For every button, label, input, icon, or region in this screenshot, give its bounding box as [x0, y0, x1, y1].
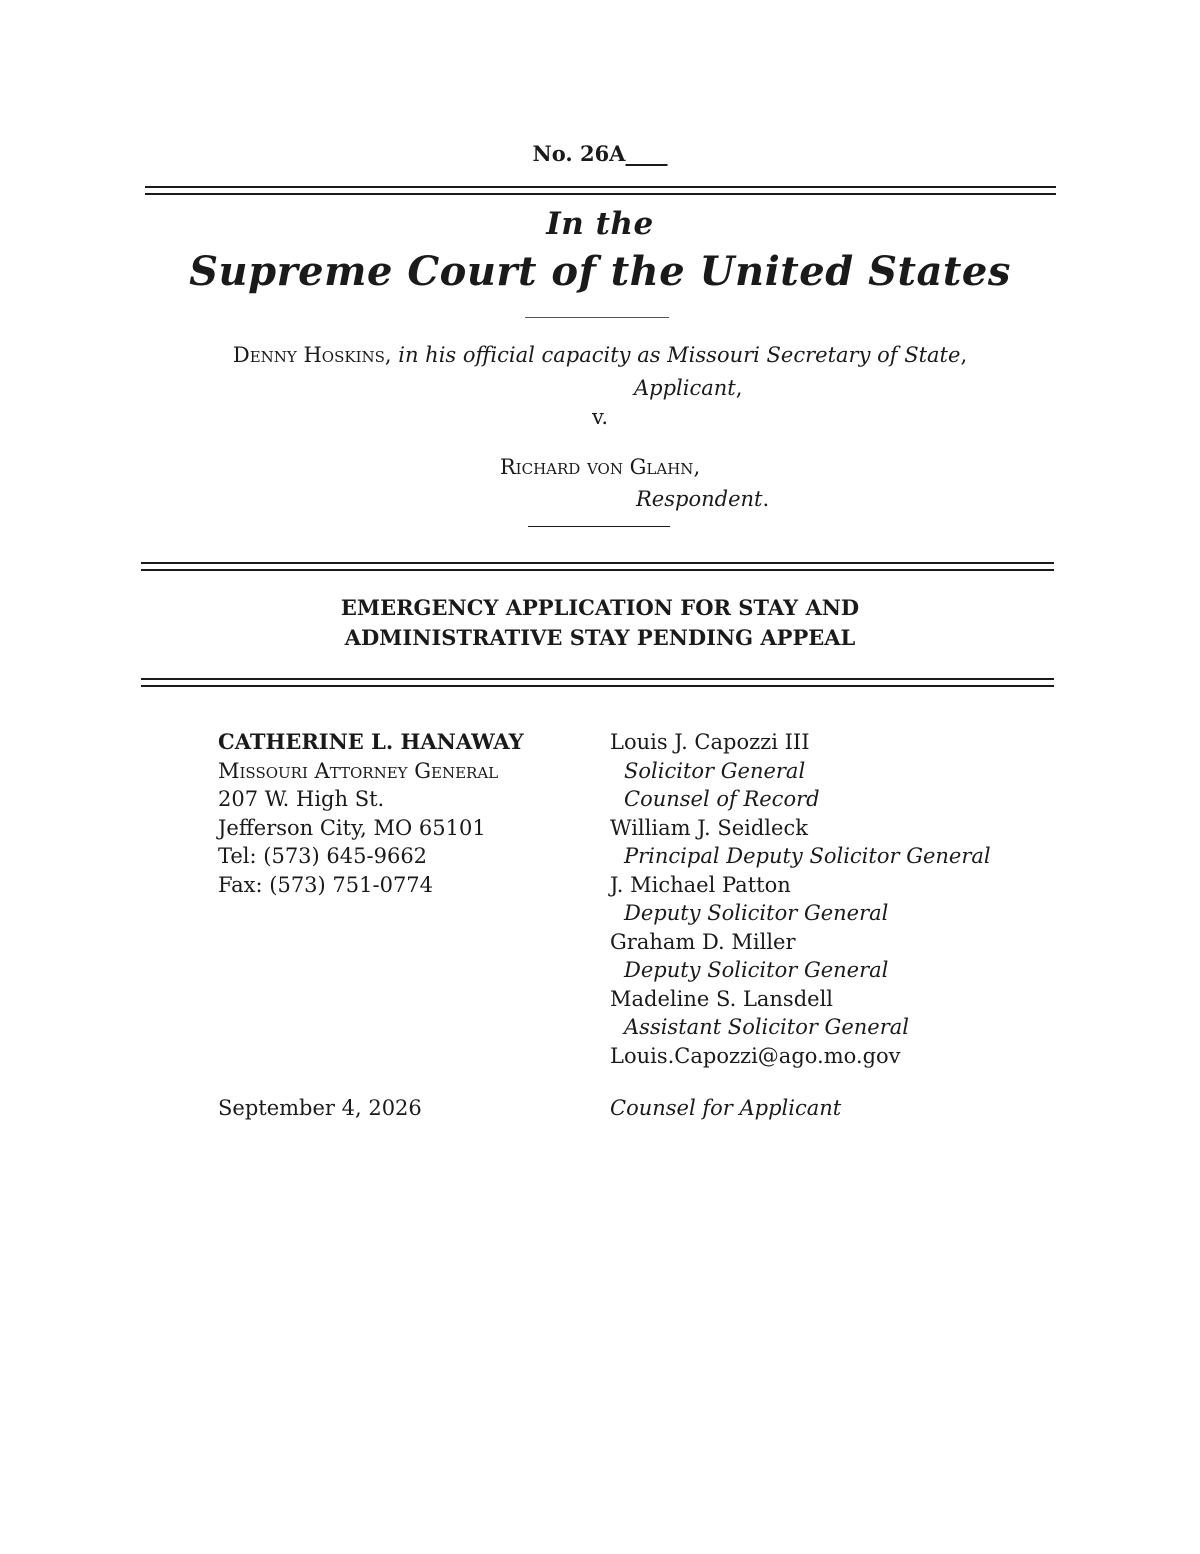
document-title-line2: ADMINISTRATIVE STAY PENDING APPEAL [344, 625, 856, 650]
applicant-name: Denny Hoskins [232, 343, 385, 367]
docket-number: No. 26A____ [532, 141, 668, 166]
respondent-name: Richard von Glahn [499, 455, 694, 479]
document-title-line1: EMERGENCY APPLICATION FOR STAY AND [340, 595, 860, 620]
fax: Fax: (573) 751-0774 [218, 872, 434, 897]
telephone: Tel: (573) 645-9662 [218, 844, 428, 868]
respondent-role: Respondent [636, 487, 763, 511]
document-title [0, 593, 1200, 653]
attorney-general-block [218, 728, 524, 899]
address-city: Jefferson City, MO 65101 [218, 815, 486, 840]
double-rule-bottom [141, 678, 1054, 687]
counsel-title: Assistant Solicitor General [624, 1015, 909, 1039]
versus: v. [591, 405, 609, 429]
address-street: 207 W. High St. [218, 787, 385, 811]
applicant-capacity: in his official capacity as Missouri Secretary of State [398, 343, 961, 367]
counsel-for-applicant: Counsel for Applicant [610, 1096, 842, 1120]
respondent-line: Richard von Glahn, [499, 455, 701, 479]
counsel-name: William J. Seidleck [610, 815, 808, 840]
applicant-role: Applicant [634, 376, 736, 400]
counsel-name: Graham D. Miller [610, 929, 796, 954]
counsel-title: Deputy Solicitor General [624, 901, 889, 925]
short-divider-lower [528, 526, 670, 527]
filing-date: September 4, 2026 [218, 1096, 422, 1120]
short-divider-upper [525, 317, 669, 318]
counsel-name: Madeline S. Lansdell [610, 986, 834, 1011]
counsel-title: Counsel of Record [624, 787, 820, 811]
double-rule-top [145, 186, 1056, 195]
counsel-name: J. Michael Patton [610, 872, 791, 897]
applicant-line: Denny Hoskins, in his official capacity as Missouri Secretary of State, [232, 343, 968, 367]
applicant-role-line: Applicant, [634, 376, 743, 400]
attorney-general-office: Missouri Attorney General [218, 758, 499, 783]
court-heading-line2: Supreme Court of the United States [189, 248, 1011, 295]
respondent-role-line: Respondent. [636, 487, 770, 511]
attorney-general-name: CATHERINE L. HANAWAY [218, 729, 524, 754]
counsel-name: Louis J. Capozzi III [610, 730, 810, 754]
counsel-title: Solicitor General [624, 758, 806, 783]
counsel-title: Principal Deputy Solicitor General [624, 844, 991, 868]
counsel-email: Louis.Capozzi@ago.mo.gov [610, 1043, 901, 1068]
counsel-block [610, 728, 991, 1070]
court-heading-line1: In the [546, 206, 654, 242]
counsel-title: Deputy Solicitor General [624, 958, 889, 982]
double-rule-middle [141, 562, 1054, 571]
